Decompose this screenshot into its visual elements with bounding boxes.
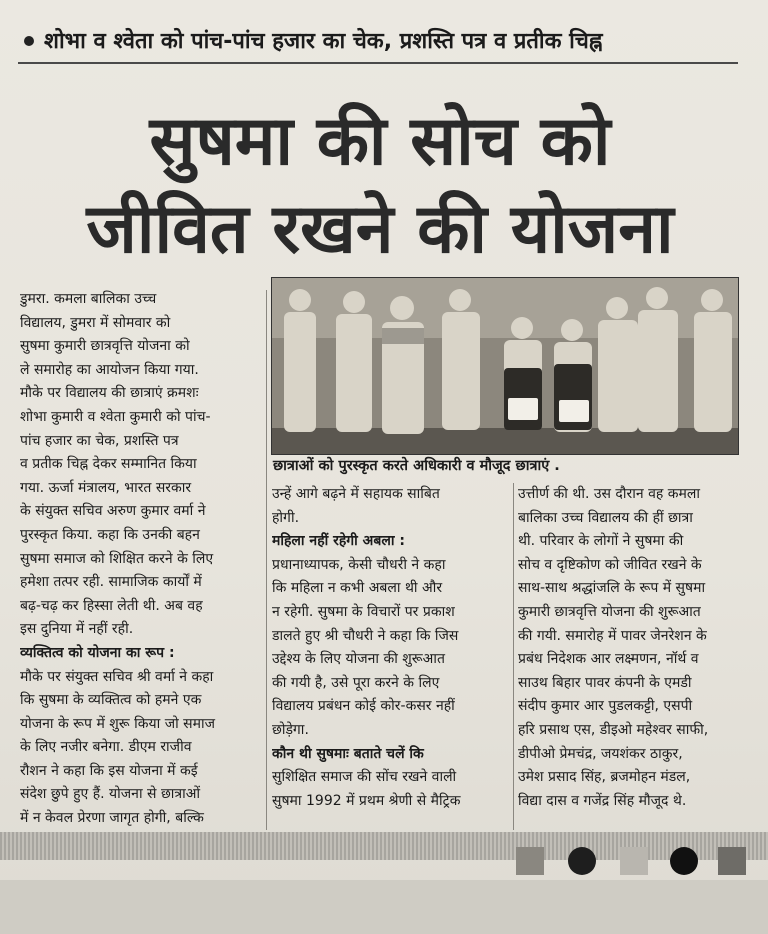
article-column-2 (272, 483, 510, 813)
news-photo (271, 277, 739, 455)
subheading: कौन थी सुषमाः बताते चलें कि (272, 745, 424, 762)
article-line: न रहेगी. सुषमा के विचारों पर प्रकाश (272, 603, 455, 620)
article-line: पुरस्कृत किया. कहा कि उनकी बहन (20, 526, 200, 543)
article-line: शोभा कुमारी व श्वेता कुमारी को पांच- (20, 408, 211, 425)
registration-marks (510, 845, 760, 879)
article-column-3 (518, 483, 738, 813)
black-dot-mark (670, 847, 698, 875)
article-line: उत्तीर्ण की थी. उस दौरान वह कमला (518, 486, 700, 502)
article-line: होगी. (272, 509, 300, 526)
article-line: विद्या दास व गजेंद्र सिंह मौजूद थे. (518, 792, 687, 809)
article-line: सुषमा समाज को शिक्षित करने के लिए (20, 550, 214, 567)
article-line: सुषमा 1992 में प्रथम श्रेणी से मैट्रिक (272, 792, 461, 809)
article-line: के संयुक्त सचिव अरुण कुमार वर्मा ने (20, 503, 206, 520)
article-line: बालिका उच्च विद्यालय की हीं छात्रा (518, 509, 693, 526)
article-line: सोच व दृष्टिकोण को जीवित रखने के (518, 556, 702, 573)
article-line: उन्हें आगे बढ़ने में सहायक साबित (272, 486, 440, 502)
column-rule-1 (266, 290, 267, 830)
article-line: संदेश छुपे हुए हैं. योजना से छात्राओं (20, 786, 201, 803)
article-line: की गयी है, उसे पूरा करने के लिए (272, 674, 440, 691)
grey-square-mark (516, 847, 544, 875)
article-line: हमेशा तत्पर रही. सामाजिक कार्यों में (20, 574, 202, 591)
article-line: विद्यालय प्रबंधन कोई कोर-कसर नहीं (272, 698, 455, 715)
article-line: सुशिक्षित समाज की सोंच रखने वाली (272, 769, 457, 786)
dark-square-mark (718, 847, 746, 875)
article-line: बढ़-चढ़ कर हिस्सा लेती थी. अब वह (20, 597, 203, 614)
subheading: महिला नहीं रहेगी अबला : (272, 533, 405, 550)
article-line: डालते हुए श्री चौधरी ने कहा कि जिस (272, 627, 459, 644)
article-line: की गयी. समारोह में पावर जेनरेशन के (518, 627, 707, 644)
article-line: विद्यालय, डुमरा में सोमवार को (20, 314, 171, 331)
article-line: डीपीओ प्रेमचंद्र, जयशंकर ठाकुर, (518, 745, 683, 762)
subheading: व्यक्तित्व को योजना का रूप : (20, 644, 175, 661)
article-line: के लिए नजीर बनेगा. डीएम राजीव (20, 739, 192, 756)
article-line: थी. परिवार के लोगों ने सुषमा की (518, 533, 684, 550)
article-line: संदीप कुमार आर पुडलकट्टी, एसपी (518, 698, 693, 715)
kicker-line (18, 22, 738, 64)
article-line: उमेश प्रसाद सिंह, ब्रजमोहन मंडल, (518, 769, 691, 786)
headline-line-1: सुषमा की सोच को (149, 102, 611, 181)
article-line: योजना के रूप में शुरू किया जो समाज (20, 715, 216, 732)
article-line: साउथ बिहार पावर कंपनी के एमडी (518, 674, 692, 691)
article-line: गया. ऊर्जा मंत्रालय, भारत सरकार (20, 479, 192, 496)
article-line: हरि प्रसाथ एस, डीइओ महेश्वर साफी, (518, 721, 709, 738)
article-line: व प्रतीक चिह्न देकर सम्मानित किया (20, 456, 197, 473)
bottom-margin (0, 880, 768, 934)
article-line: रौशन ने कहा कि इस योजना में कई (20, 762, 198, 779)
article-line: मौके पर संयुक्त सचिव श्री वर्मा ने कहा (20, 668, 214, 685)
article-column-1 (20, 288, 262, 831)
article-line: कुमारी छात्रवृत्ति योजना की शुरूआत (518, 603, 701, 620)
article-line: कि महिला न कभी अबला थी और (272, 580, 443, 597)
bullet-icon (24, 36, 34, 46)
photo-illustration (272, 278, 738, 454)
article-line: मौके पर विद्यालय की छात्राएं क्रमशः (20, 385, 199, 402)
black-dot-mark (568, 847, 596, 875)
photo-caption: छात्राओं को पुरस्कृत करते अधिकारी व मौजूद छात्राएं . (273, 458, 560, 474)
kicker-text: शोभा व श्वेता को पांच-पांच हजार का चेक, प्रशस्ति पत्र व प्रतीक चिह्न (44, 29, 603, 54)
column-rule-2 (513, 483, 514, 830)
article-line: साथ-साथ श्रद्धांजलि के रूप में सुषमा (518, 580, 706, 597)
article-line: सुषमा कुमारी छात्रवृत्ति योजना को (20, 338, 190, 355)
article-line: डुमरा. कमला बालिका उच्च (20, 291, 157, 307)
headline-line-2: जीवित रखने की योजना (86, 190, 674, 269)
article-line: पांच हजार का चेक, प्रशस्ति पत्र (20, 432, 179, 449)
article-line: ले समारोह का आयोजन किया गया. (20, 361, 199, 378)
article-line: उद्देश्य के लिए योजना की शुरूआत (272, 651, 445, 668)
article-line: प्रबंध निदेशक आर लक्ष्मणन, नॉर्थ व (518, 651, 699, 668)
light-square-mark (620, 847, 648, 875)
article-line: इस दुनिया में नहीं रही. (20, 621, 134, 638)
article-line: प्रधानाध्यापक, केसी चौधरी ने कहा (272, 556, 446, 573)
article-line: छोड़ेगा. (272, 721, 309, 738)
headline (20, 98, 740, 274)
article-line: कि सुषमा के व्यक्तित्व को हमने एक (20, 692, 202, 709)
article-line: में न केवल प्रेरणा जागृत होगी, बल्कि (20, 810, 204, 827)
